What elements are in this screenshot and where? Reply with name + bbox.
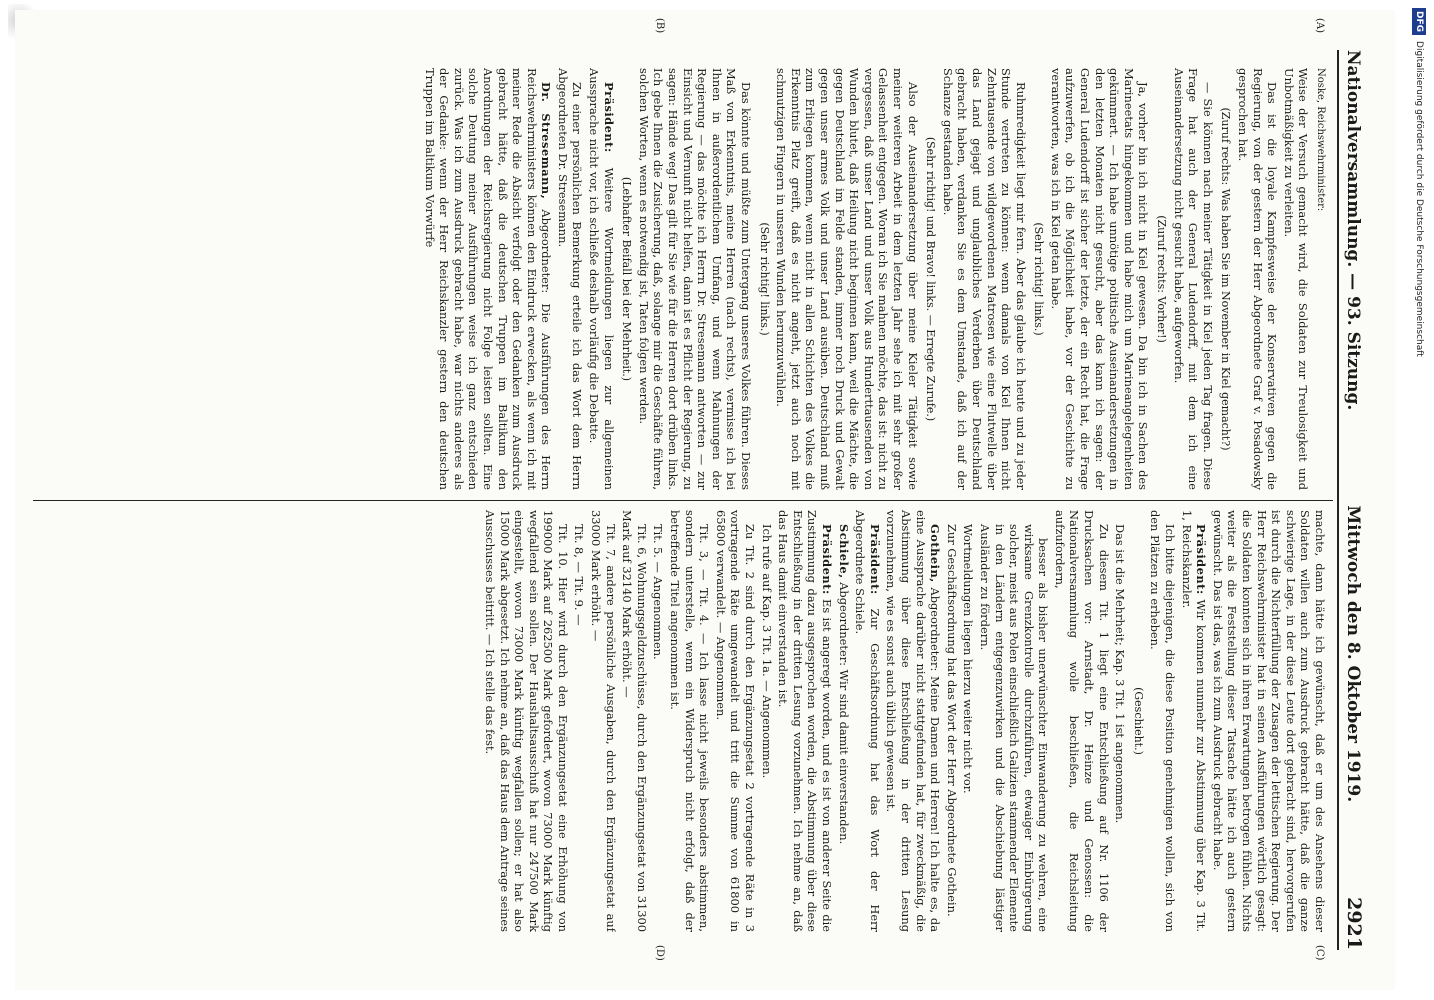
interjection: (Sehr richtig! und Bravo! links. — Erregte Zurufe.) xyxy=(924,136,938,422)
page-header xyxy=(1337,50,1395,950)
resolution-text: besser als bisher unerwünschter Einwanderung zu wehren, eine wirksame Grenzkontrolle durchzuführen, etwaiger Einbürgerung solcher, meist aus Polen einschließlich Galizien stammender Elemente in den Ländern entgegenzuwirken und die Abschiebung lästiger Ausländer zu fördern. xyxy=(977,524,1051,932)
paragraph: Ich rufe auf Kap. 3 Tit. 1a. — Angenommen. xyxy=(759,524,774,779)
document-page xyxy=(15,10,1395,990)
paragraph: Zu diesem Tit. 1 liegt eine Entschließung auf Nr. 1106 der Drucksachen vor: Arnstadt, Dr. Heinze und Genossen: die Nationalversammlung wolle beschließen, die Reichsleitung aufzufordern, xyxy=(1052,510,1111,932)
paragraph: Wortmeldungen liegen hierzu weiter nicht vor. xyxy=(961,524,976,794)
paragraph: Ruhmredigkeit liegt mir fern. Aber das glaube ich heute und zu jeder Stunde vertreten zu können: wenn damals von Kiel Ihnen nicht Zehntausende von wildgewordenen Matrosen wie eine Flutwelle über das Land gejagt und unglaubliches Verderben über Deutschland gebracht haben, verdanken Sie es dem Umstande, daß ich auf der Schanze gestanden habe. xyxy=(940,68,1028,490)
margin-mark-b: (B) xyxy=(654,18,665,34)
paragraph: Tit. 5. — Angenommen. xyxy=(651,524,666,660)
interjection: (Zuruf rechts: Vorher!) xyxy=(1155,215,1169,343)
paragraph: Zu Tit. 2 sind durch den Ergänzungsetat 2 vortragende Räte in 3 vortragende Räte umgewandelt und tritt die Summe von 61800 in 65800 verwandelt. — Angenommen. xyxy=(713,510,758,932)
speech-gothein: Gothein, Abgeordneter: Meine Damen und Herren! Ich halte es, da eine Aussprache darüber nicht stattgefunden hat, für zweckmäßig, die Abstimmung über diese Entschließung in der dritten Lesung vorzunehmen, wie es sonst auch üblich gewesen ist. xyxy=(884,510,943,932)
paragraph: Tit. 10. Hier wird durch den Ergänzungsetat eine Erhöhung von 199000 Mark auf 262500 Mark gefordert, wovon 73000 Mark künftig wegfallend sein sollen. Der Haushaltsausschuß hat nur 247500 Mark eingestellt, wovon 73000 Mark künftig wegfallen sollen; er hat also 15000 Mark abgesetzt. Ich nehme an, daß das Haus dem Antrage seines Ausschusses beitritt. — Ich stelle das fest. xyxy=(482,510,570,932)
speech-schiele: Schiele, Abgeordneter: Wir sind damit einverstanden. xyxy=(836,524,851,845)
paragraph: Das könnte und müßte zum Untergang unseres Volkes führen. Dieses Maß von Erkenntnis, meine Herren (nach rechts), vermisse ich bei Ihnen in außerordentlichem Umfang, und wenn Mahnungen der Regierung — das möchte ich Herrn Dr. Stresemann antworten — zur Einsicht und Vernunft nicht helfen, dann ist es Pflicht der Regierung, zu sagen: Hände weg! Das gilt für Sie wie für die Herren dort drüben links. Ich gebe Ihnen die Zusicherung, daß, solange mir die Geschäfte führen, solchen Worten, wenn es notwendig ist, Taten folgen werden. xyxy=(636,68,754,490)
speaker-name: Präsident: xyxy=(867,524,882,595)
page-number: 2921 xyxy=(1343,897,1365,950)
speech-stresemann: Dr. Stresemann, Abgeordneter: Die Ausführungen des Herrn Reichswehrministers können den Eindruck erwecken, als wenn ich mit meiner Rede die Absicht verfolgt oder den Gedanken zum Ausdruck gebracht hätte, daß die deutschen Truppen im Baltikum den Anordnungen der Reichsregierung nicht Folge leisten sollten. Eine solche Deutung meiner Ausführungen weise ich ganz entschieden zurück. Was ich zum Ausdruck gebracht habe, war nichts anderes als der Gedanke: wenn der Herr Reichskanzler gestern den deutschen Truppen im Baltikum Vorwürfe xyxy=(422,68,554,490)
left-column xyxy=(35,68,1327,490)
interjection: (Sehr richtig! links.) xyxy=(1032,222,1046,336)
paragraph: Tit. 3, — Tit. 4. — Ich lasse nicht jeweils besonders abstimmen, sondern unterstelle, wenn ein Widerspruch nicht erfolgt, daß der betreffende Titel angenommen ist. xyxy=(668,510,712,932)
speaker-name: Präsident: xyxy=(1194,524,1209,595)
column-divider xyxy=(33,500,1333,501)
margin-mark-c: (C) xyxy=(1314,945,1325,961)
paragraph: Also der Auseinandersetzung über meine Kieler Tätigkeit sowie meiner weiteren Arbeit in dem letzten Jahr sehe ich mit sehr großer Gelassenheit entgegen. Woran ich Sie mahnen möchte, das ist: nicht zu vergessen, daß unser Land und unser Volk aus Hunderttausenden von Wunden blutet, daß Heilung nicht beginnen kann, weil die Mächte, die gegen Deutschland im Felde standen, immer noch Druck und Gewalt gegen unser armes Volk und unser Land ausüben. Deutschland muß zum Erliegen kommen, wenn nicht in allen Schichten des Volkes die Erkenntnis Platz greift, daß es nicht angeht, jetzt auch noch mit schmutzigen Fingern in unseren Wunden herumzuwühlen. xyxy=(774,68,920,490)
speech-president: Präsident: Es ist angeregt worden, und es ist von anderer Seite die Zustimmung dazu ausgesprochen worden, die Abstimmung über diese Entschließung in der dritten Lesung vorzunehmen. Ich nehme an, daß das Haus damit einverstanden ist. xyxy=(776,510,834,932)
paragraph: Ja, vorher bin ich nicht in Kiel gewesen. Da bin ich in Sachen des Marineetats hingekommen und habe mich um Marineangelegenheiten gekümmert. — Ich habe unnötige politische Auseinandersetzungen in den letzten Monaten nicht gesucht, aber das kann ich sagen: der General Ludendorff ist sicher der letzte, der ein Recht hat, die Frage aufzuwerfen, ob ich die Möglichkeit habe, vor der Geschichte zu verantworten, was ich in Kiel getan habe. xyxy=(1048,68,1151,490)
paragraph: — Sie können nach meiner Tätigkeit in Kiel jeden Tag fragen. Diese Frage hat auch der General Ludendorff, mit dem ich eine Auseinandersetzung nicht gesucht habe, aufgeworfen. xyxy=(1171,68,1215,490)
paragraph: Ich bitte diejenigen, die diese Position genehmigen wollen, sich von den Plätzen zu erheben. xyxy=(1148,510,1178,932)
paragraph: Tit. 8, — Tit. 9. — xyxy=(572,524,587,626)
speaker-heading: Noske, Reichswehrminister: xyxy=(1315,68,1326,212)
speech-president: Präsident: Weitere Wortmeldungen liegen zur allgemeinen Aussprache nicht vor, ich schließe deshalb vorläufig die Debatte. xyxy=(587,68,616,490)
speaker-name: Gothein, xyxy=(928,524,943,583)
speaker-name: Schiele, xyxy=(836,524,851,579)
margin-mark-d: (D) xyxy=(654,945,665,961)
paragraph: Tit. 7, andere persönliche Ausgaben, durch den Ergänzungsetat auf 33000 Mark erhöht. — xyxy=(589,510,618,932)
right-column xyxy=(35,510,1327,932)
speaker-name: Präsident: xyxy=(820,524,834,595)
header-right: Mittwoch den 8. Oktober 1919. xyxy=(1343,505,1363,803)
digitization-stamp xyxy=(1408,8,1430,992)
margin-mark-a: (A) xyxy=(1314,18,1325,34)
paragraph: Zur Geschäftsordnung hat das Wort der Herr Abgeordnete Gothein. xyxy=(944,524,959,917)
interjection: (Zuruf rechts: Was haben Sie im November in Kiel gemacht?) xyxy=(1219,107,1233,451)
speech-president: Präsident: Zur Geschäftsordnung hat das Wort der Herr Abgeordnete Schiele. xyxy=(853,510,882,932)
paragraph: Tit. 6, Wohnungsgeldzuschüsse, durch den Ergänzungsetat von 31300 Mark auf 32140 Mark erhöht. — xyxy=(620,510,649,932)
paragraph: Weise der Versuch gemacht wird, die Soldaten zur Treulosigkeit und Unbotmäßigkeit zu verleiten. xyxy=(1281,68,1311,490)
speech-president: Präsident: Wir kommen nunmehr zur Abstimmung über Kap. 3 Tit. 1, Reichskanzler. xyxy=(1179,510,1209,932)
paragraph: Zu einer persönlichen Bemerkung erteile ich das Wort dem Herrn Abgeordneten Dr. Stresemann. xyxy=(555,68,585,490)
interjection: (Geschieht.) xyxy=(1131,687,1145,755)
paragraph: Das ist die Mehrheit; Kap. 3 Tit. 1 ist angenommen. xyxy=(1113,524,1128,824)
header-left: Nationalversammlung. — 93. Sitzung. xyxy=(1343,50,1363,411)
stamp-text: Digitalisierung gefördert durch die Deutsche Forschungsgemeinschaft xyxy=(1414,41,1424,357)
paragraph: machte, dann hätte ich gewünscht, daß er um des Ansehens dieser Soldaten willen auch zum Ausdruck gebracht hätte, daß die ganze schwierige Lage, in der diese Leute dort gebracht sind, hervorgerufen ist durch die Nichterfüllung der Zusagen der lettischen Regierung. Der Herr Reichswehrminister hat in seinen Ausführungen wörtlich gesagt: die Soldaten konnten sich in ihren Erwartungen betrogen fühlen. Nichts weiter als die Feststellung dieser Tatsache hätte ich auch gestern gewünscht. Das ist das, was ich zum Ausdruck gebracht habe. xyxy=(1210,510,1327,932)
speaker-name: Präsident: xyxy=(601,82,616,153)
dfg-logo: DFG xyxy=(1412,8,1426,35)
paragraph: Das ist die loyale Kampfesweise der Konservativen gegen die Regierung, von der gestern der Herr Abgeordnete Graf v. Posadowsky gesprochen hat. xyxy=(1236,68,1280,490)
interjection: (Sehr richtig! links.) xyxy=(757,222,771,336)
speaker-name: Dr. Stresemann, xyxy=(539,82,554,200)
interjection: (Lebhafter Beifall bei der Mehrheit.) xyxy=(620,176,634,382)
